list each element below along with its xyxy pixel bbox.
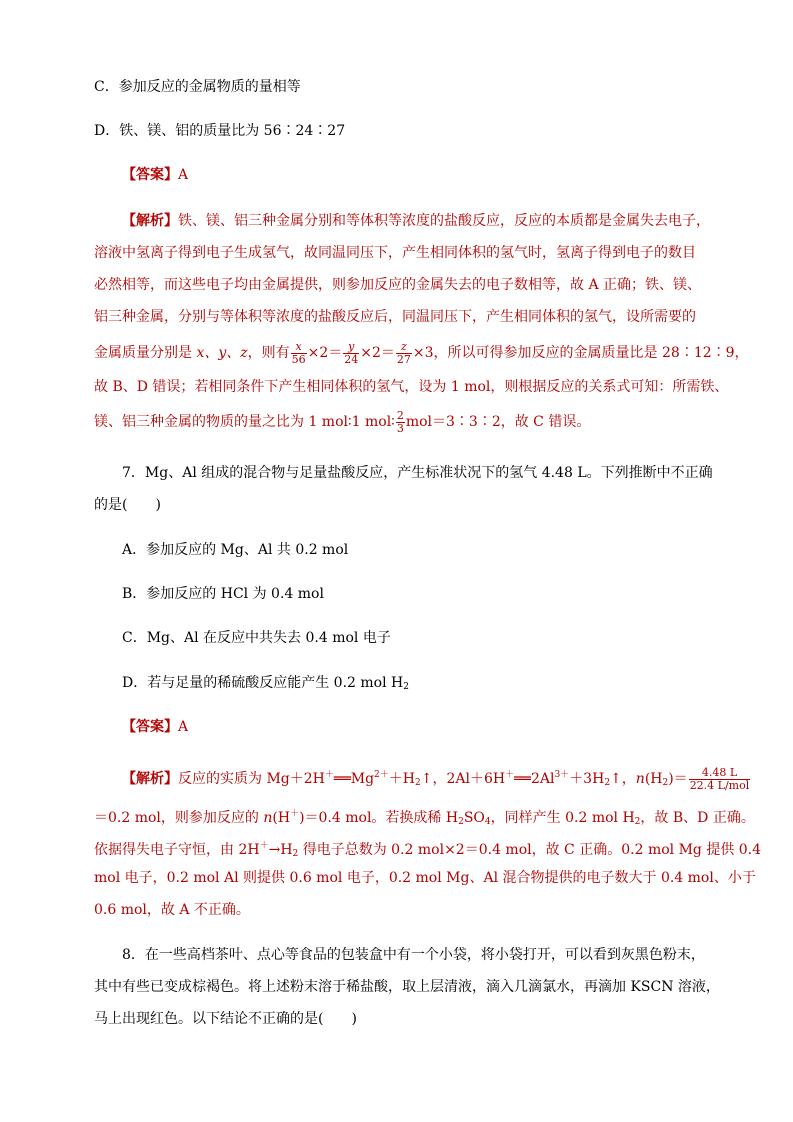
explanation-q7-line-4: mol 电子，0.2 mol Al 则提供 0.6 mol 电子，0.2 mol Mg、Al 混合物提供的电子数大于 0.4 mol、小于	[94, 870, 756, 886]
explanation-q7-line-1: 【解析】反应的实质为 $Mg+2H^+══Mg^{2+}+H_2↑$，$2Al+6H^+══2Al^{3+}+3H_2↑$，$n(H_2)=$ $\frac{4.48 L}{\text{22.4 L/mol}}$	[122, 765, 750, 792]
explanation-q7-line-5: 0.6 mol，故 A 不正确。	[94, 902, 250, 918]
fraction-y-24: $\frac{y}{24}$	[344, 339, 359, 366]
explanation-q6-line-3: 必然相等，而这些电子均由金属提供，则参加反应的金属失去的电子数相等，故 A 正确；铁、镁、	[94, 277, 702, 293]
answer-label: 【答案】	[122, 719, 178, 735]
answer-q7	[122, 717, 699, 737]
option-d-q7: D．若与足量的稀硫酸反应能产生 0.2 mol $H_2$	[122, 675, 409, 692]
option-a-q7: A．参加反应的 Mg、Al 共 0.2 mol	[122, 542, 349, 558]
option-b-q7: B．参加反应的 HCl 为 0.4 mol	[122, 586, 324, 602]
explanation-q6-line-6: 故 B、D 错误；若相同条件下产生相同体积的氢气，设为 1 mol，则根据反应的关系式可知：所需铁、	[94, 379, 729, 395]
explanation-q6-line-2: 溶液中氢离子得到电子生成氢气，故同温同压下，产生相同体积的氢气时，氢离子得到电子的数目	[94, 245, 696, 261]
option-c-q6: C．参加反应的金属物质的量相等	[94, 79, 301, 95]
question-7-line-1: 7．Mg、Al 组成的混合物与足量盐酸反应，产生标准状况下的氢气 4.48 L。下列推断中不正确	[122, 465, 713, 481]
question-8-line-2: 其中有些已变成棕褐色。将上述粉末溶于稀盐酸，取上层清液，滴入几滴氯水，再滴加 KSCN 溶液，	[94, 979, 720, 995]
option-c-q7: C．Mg、Al 在反应中共失去 0.4 mol 电子	[122, 630, 391, 646]
answer-label: 【答案】	[122, 167, 178, 183]
explanation-q6-line-1: 【解析】铁、镁、铝三种金属分别和等体积等浓度的盐酸反应，反应的本质都是金属失去电子，	[122, 213, 710, 229]
explanation-q6-line-4: 铝三种金属，分别与等体积等浓度的盐酸反应后，同温同压下，产生相同体积的氢气，设所需要的	[94, 309, 696, 325]
answer-q6	[122, 165, 699, 185]
answer-value: A	[178, 719, 189, 735]
option-d-q6: D．铁、镁、铝的质量比为 56∶24∶27	[94, 123, 346, 139]
fraction-z-27: $\frac{z}{27}$	[396, 339, 411, 366]
explanation-q6-line-7: 镁、铝三种金属的物质的量之比为 1 mol∶1 mol∶ $\frac{2}{3}$ mol＝3∶3∶2，故 C 错误。	[94, 408, 591, 435]
fraction-volume-molar: $\frac{4.48 L}{\text{22.4 L/mol}}$	[689, 765, 750, 792]
question-7-line-2: 的是( )	[94, 497, 161, 513]
question-8-line-3: 马上出现红色。以下结论不正确的是( )	[94, 1011, 357, 1027]
answer-value: A	[178, 167, 189, 183]
question-8-line-1: 8．在一些高档茶叶、点心等食品的包装盒中有一个小袋，将小袋打开，可以看到灰黑色粉末，	[122, 947, 705, 963]
fraction-x-56: $\frac{x}{56}$	[291, 339, 306, 366]
explanation-q6-line-5: 金属质量分别是 x、y、z，则有 $\frac{x}{56}$ ×2＝ $\frac{y}{24}$ ×2＝ $\frac{z}{27}$ ×3，所以可得参加反应的金属质量比是 28∶12∶9，	[94, 339, 749, 366]
explanation-label: 【解析】	[122, 213, 178, 229]
explanation-label: 【解析】	[122, 771, 178, 787]
explanation-q7-line-2: ＝0.2 mol，则参加反应的 n(H＋)＝0.4 mol。若换成稀 $H_2SO_4$，同样产生 0.2 mol $H_2$，故 B、D 正确。	[94, 809, 755, 827]
explanation-q7-line-3: 依据得失电子守恒，由 $2H^+\to H_2$ 得电子总数为 0.2 mol×2＝0.4 mol，故 C 正确。0.2 mol Mg 提供 0.4	[94, 841, 762, 859]
fraction-2-3: $\frac{2}{3}$	[396, 408, 404, 435]
